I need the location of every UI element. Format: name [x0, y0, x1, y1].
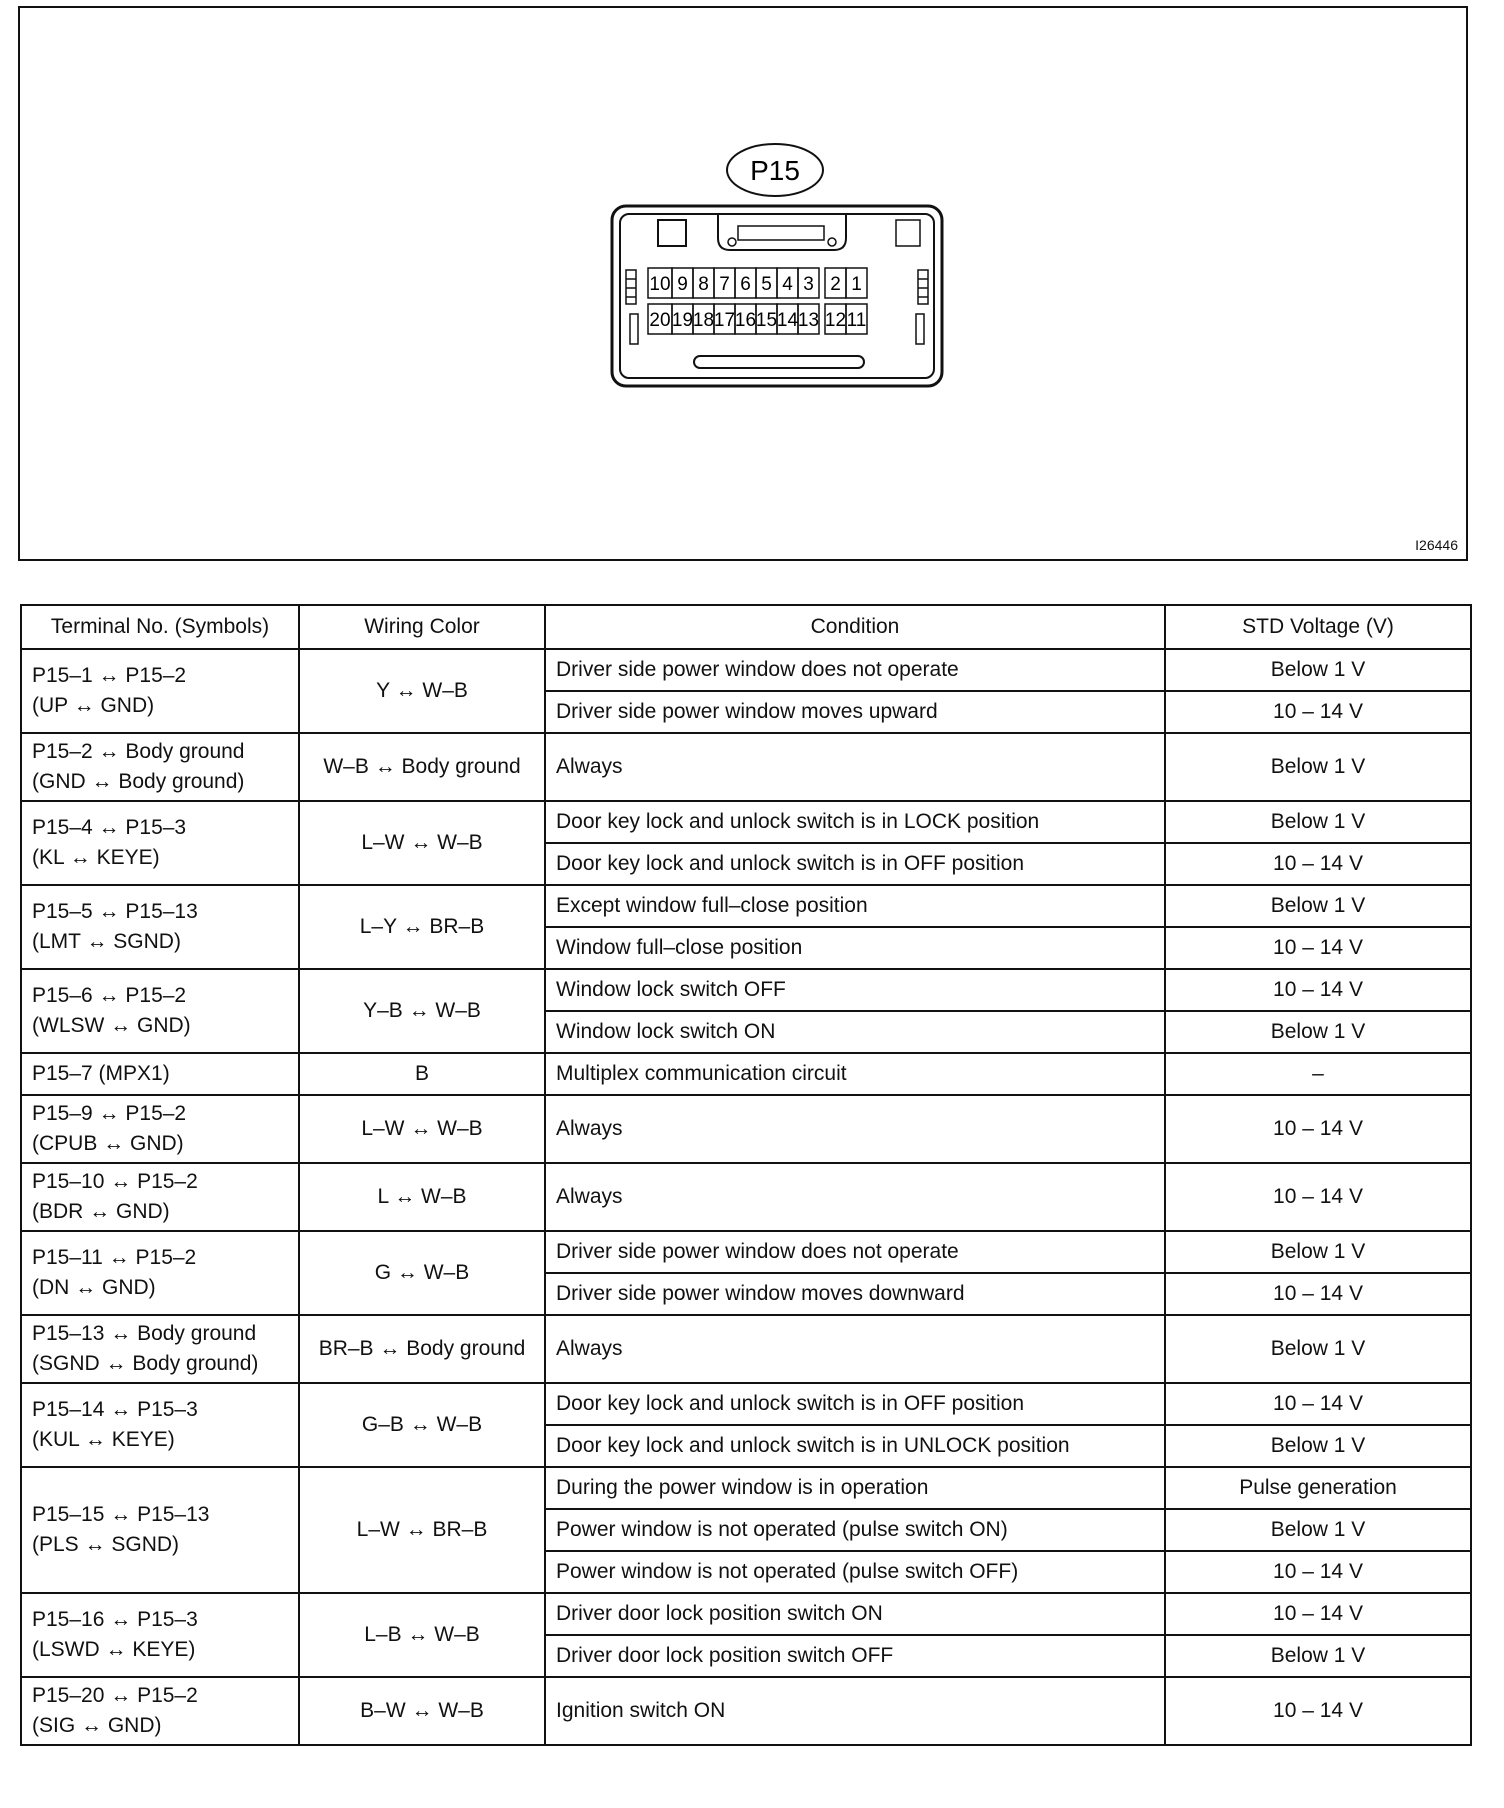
cell-terminal: [21, 649, 299, 733]
cell-condition: Always: [545, 733, 1165, 801]
cell-std-voltage: Below 1 V: [1165, 1315, 1471, 1383]
table-header-row: [21, 605, 1471, 649]
top-cavity-row: [648, 268, 867, 298]
cell-std-voltage: Below 1 V: [1165, 1231, 1471, 1273]
terminal-pair: P15–9 ↔ P15–2: [32, 1101, 187, 1125]
connector-p15-diagram: [590, 138, 950, 398]
figure-id: I26446: [1415, 537, 1458, 553]
cell-condition: Window lock switch OFF: [545, 969, 1165, 1011]
table-row: [21, 1095, 1471, 1163]
table-row: [21, 1163, 1471, 1231]
header-wiring-color: Wiring Color: [299, 605, 545, 649]
cavity-number: 3: [803, 274, 814, 295]
cell-terminal: [21, 1593, 299, 1677]
header-std-voltage: STD Voltage (V): [1165, 605, 1471, 649]
terminal-symbols: (KL ↔ KEYE): [32, 846, 160, 869]
cell-condition: Driver side power window does not operate: [545, 1231, 1165, 1273]
header-condition: Condition: [545, 605, 1165, 649]
cell-wiring-color: BR–B ↔ Body ground: [299, 1315, 545, 1383]
cavity-number: 5: [761, 274, 772, 295]
cell-std-voltage: 10 – 14 V: [1165, 1677, 1471, 1745]
cell-std-voltage: Below 1 V: [1165, 801, 1471, 843]
terminal-symbols: (WLSW ↔ GND): [32, 1014, 191, 1037]
terminal-pair: P15–11 ↔ P15–2: [32, 1245, 197, 1269]
terminal-pair: P15–4 ↔ P15–3: [32, 815, 187, 839]
terminal-pair: P15–16 ↔ P15–3: [32, 1607, 198, 1631]
cell-std-voltage: 10 – 14 V: [1165, 1163, 1471, 1231]
terminal-symbols: (DN ↔ GND): [32, 1276, 156, 1299]
cell-terminal: [21, 1095, 299, 1163]
cell-wiring-color: L–W ↔ BR–B: [299, 1467, 545, 1593]
cavity-number: 13: [797, 310, 820, 331]
cell-std-voltage: 10 – 14 V: [1165, 969, 1471, 1011]
terminal-pair: P15–7 (MPX1): [32, 1061, 170, 1085]
cell-terminal: [21, 1315, 299, 1383]
table-row: [21, 1053, 1471, 1095]
terminal-symbols: (CPUB ↔ GND): [32, 1132, 184, 1155]
cell-wiring-color: G–B ↔ W–B: [299, 1383, 545, 1467]
cell-terminal: [21, 1383, 299, 1467]
terminal-pair: P15–5 ↔ P15–13: [32, 899, 198, 923]
cell-std-voltage: 10 – 14 V: [1165, 1273, 1471, 1315]
terminal-pair: P15–1 ↔ P15–2: [32, 663, 187, 687]
table-row: [21, 885, 1471, 927]
cavity-number: 2: [830, 274, 841, 295]
cavity-number: 16: [734, 310, 757, 331]
bottom-cavity-row: [648, 304, 867, 334]
cell-condition: Power window is not operated (pulse switch OFF): [545, 1551, 1165, 1593]
cavity-number: 9: [677, 274, 688, 295]
terminal-symbols: (BDR ↔ GND): [32, 1200, 170, 1223]
cell-std-voltage: 10 – 14 V: [1165, 1383, 1471, 1425]
cavity-number: 6: [740, 274, 751, 295]
cell-wiring-color: G ↔ W–B: [299, 1231, 545, 1315]
terminal-pair: P15–15 ↔ P15–13: [32, 1502, 210, 1526]
cell-wiring-color: L ↔ W–B: [299, 1163, 545, 1231]
cavity-number: 18: [692, 310, 715, 331]
table-row: [21, 1383, 1471, 1425]
cavity-number: 7: [719, 274, 730, 295]
terminal-pair: P15–2 ↔ Body ground: [32, 739, 245, 763]
connector-label: P15: [750, 155, 800, 186]
terminal-pair: P15–20 ↔ P15–2: [32, 1683, 198, 1707]
cell-terminal: [21, 801, 299, 885]
terminal-symbols: (SIG ↔ GND): [32, 1714, 162, 1737]
cell-condition: Door key lock and unlock switch is in UNLOCK position: [545, 1425, 1165, 1467]
cell-condition: Door key lock and unlock switch is in OFF position: [545, 1383, 1165, 1425]
table-row: [21, 1315, 1471, 1383]
cell-terminal: [21, 1467, 299, 1593]
cell-condition: Except window full–close position: [545, 885, 1165, 927]
connector-bottom-slot: [694, 356, 864, 368]
cell-condition: Multiplex communication circuit: [545, 1053, 1165, 1095]
cell-terminal: [21, 885, 299, 969]
cell-wiring-color: Y–B ↔ W–B: [299, 969, 545, 1053]
cell-terminal: [21, 1053, 299, 1095]
cell-wiring-color: B: [299, 1053, 545, 1095]
cell-std-voltage: Below 1 V: [1165, 1425, 1471, 1467]
cell-std-voltage: 10 – 14 V: [1165, 843, 1471, 885]
cell-condition: Driver door lock position switch OFF: [545, 1635, 1165, 1677]
cell-condition: Driver side power window does not operate: [545, 649, 1165, 691]
cell-condition: Window full–close position: [545, 927, 1165, 969]
cell-std-voltage: 10 – 14 V: [1165, 1593, 1471, 1635]
cell-wiring-color: W–B ↔ Body ground: [299, 733, 545, 801]
cell-terminal: [21, 733, 299, 801]
cell-wiring-color: L–W ↔ W–B: [299, 801, 545, 885]
cell-terminal: [21, 1677, 299, 1745]
table-row: [21, 649, 1471, 691]
terminal-symbols: (LSWD ↔ KEYE): [32, 1638, 196, 1661]
cell-terminal: [21, 1231, 299, 1315]
cavity-number: 15: [755, 310, 778, 331]
cavity-number: 1: [851, 274, 862, 295]
cell-std-voltage: Below 1 V: [1165, 1635, 1471, 1677]
cell-std-voltage: Below 1 V: [1165, 885, 1471, 927]
cell-condition: Ignition switch ON: [545, 1677, 1165, 1745]
table-row: [21, 1593, 1471, 1635]
cell-wiring-color: Y ↔ W–B: [299, 649, 545, 733]
cell-condition: Door key lock and unlock switch is in LOCK position: [545, 801, 1165, 843]
cell-std-voltage: 10 – 14 V: [1165, 1551, 1471, 1593]
terminal-symbols: (UP ↔ GND): [32, 694, 155, 717]
connector-figure: [18, 6, 1468, 561]
cavity-number: 20: [649, 310, 671, 331]
cell-condition: Driver side power window moves downward: [545, 1273, 1165, 1315]
table-row: [21, 1467, 1471, 1509]
cavity-number: 14: [776, 310, 799, 331]
table-body: [21, 649, 1471, 1745]
cell-condition: Always: [545, 1163, 1165, 1231]
cell-condition: During the power window is in operation: [545, 1467, 1165, 1509]
terminal-symbols: (PLS ↔ SGND): [32, 1533, 180, 1556]
terminal-symbols: (GND ↔ Body ground): [32, 770, 245, 793]
terminal-symbols: (KUL ↔ KEYE): [32, 1428, 175, 1451]
cell-std-voltage: Below 1 V: [1165, 1011, 1471, 1053]
table-row: [21, 1677, 1471, 1745]
cell-std-voltage: Below 1 V: [1165, 649, 1471, 691]
cavity-number: 19: [671, 310, 694, 331]
cell-std-voltage: Below 1 V: [1165, 733, 1471, 801]
cell-wiring-color: L–Y ↔ BR–B: [299, 885, 545, 969]
cell-condition: Door key lock and unlock switch is in OFF position: [545, 843, 1165, 885]
cell-condition: Power window is not operated (pulse switch ON): [545, 1509, 1165, 1551]
cell-wiring-color: L–W ↔ W–B: [299, 1095, 545, 1163]
connector-latch: [718, 214, 846, 250]
cell-condition: Driver door lock position switch ON: [545, 1593, 1165, 1635]
cell-std-voltage: Below 1 V: [1165, 1509, 1471, 1551]
cell-std-voltage: 10 – 14 V: [1165, 691, 1471, 733]
cavity-number: 12: [824, 310, 847, 331]
cavity-number: 10: [649, 274, 671, 295]
cell-wiring-color: B–W ↔ W–B: [299, 1677, 545, 1745]
cell-std-voltage: 10 – 14 V: [1165, 1095, 1471, 1163]
terminal-spec-table: [20, 604, 1472, 1746]
cavity-number: 11: [846, 310, 867, 331]
cell-condition: Always: [545, 1315, 1165, 1383]
cavity-number: 17: [713, 310, 736, 331]
terminal-symbols: (SGND ↔ Body ground): [32, 1352, 259, 1375]
cell-std-voltage: –: [1165, 1053, 1471, 1095]
terminal-pair: P15–14 ↔ P15–3: [32, 1397, 198, 1421]
cavity-number: 8: [698, 274, 709, 295]
table-row: [21, 733, 1471, 801]
cell-std-voltage: Pulse generation: [1165, 1467, 1471, 1509]
cell-condition: Always: [545, 1095, 1165, 1163]
table-row: [21, 1231, 1471, 1273]
terminal-symbols: (LMT ↔ SGND): [32, 930, 181, 953]
connector-key-slot: [658, 220, 686, 246]
header-terminal: Terminal No. (Symbols): [21, 605, 299, 649]
cell-terminal: [21, 1163, 299, 1231]
table-row: [21, 969, 1471, 1011]
table-row: [21, 801, 1471, 843]
terminal-pair: P15–10 ↔ P15–2: [32, 1169, 198, 1193]
cavity-number: 4: [782, 274, 793, 295]
cell-wiring-color: L–B ↔ W–B: [299, 1593, 545, 1677]
cell-condition: Driver side power window moves upward: [545, 691, 1165, 733]
cell-std-voltage: 10 – 14 V: [1165, 927, 1471, 969]
terminal-pair: P15–13 ↔ Body ground: [32, 1321, 257, 1345]
cell-condition: Window lock switch ON: [545, 1011, 1165, 1053]
cell-terminal: [21, 969, 299, 1053]
terminal-pair: P15–6 ↔ P15–2: [32, 983, 187, 1007]
